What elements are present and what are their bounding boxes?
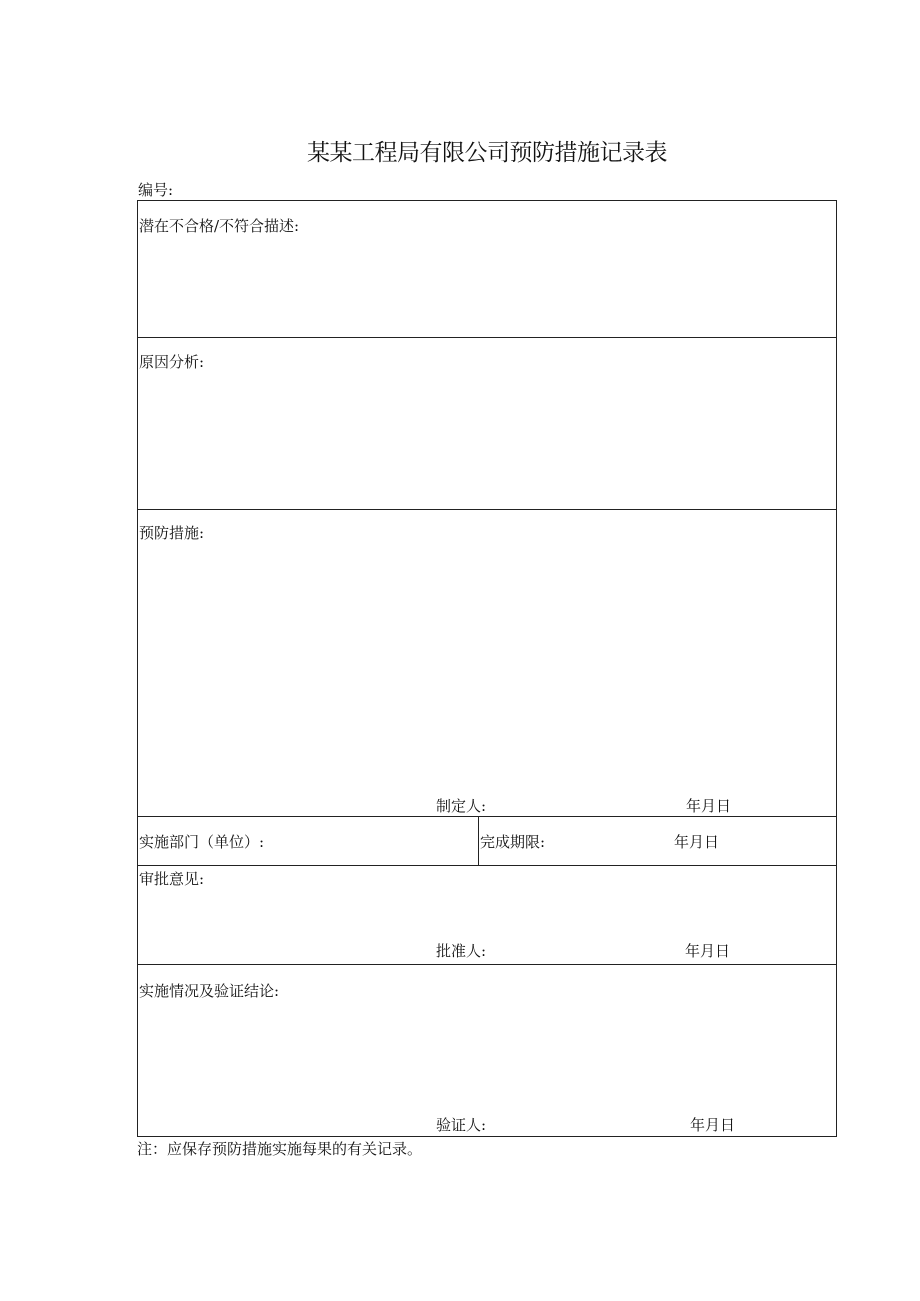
preparer-date-label: 年月日	[686, 797, 732, 815]
row-divider	[138, 509, 836, 510]
page-title: 某某工程局有限公司预防措施记录表	[307, 140, 667, 166]
potential-nonconformity-label: 潜在不合格/不符合描述:	[139, 217, 300, 235]
completion-deadline-date-label: 年月日	[674, 833, 720, 851]
column-divider	[478, 816, 479, 865]
footnote: 注：应保存预防措施实施每果的有关记录。	[137, 1140, 423, 1158]
verifier-label: 验证人:	[436, 1116, 487, 1134]
implementing-department-label: 实施部门（单位）:	[139, 833, 265, 851]
row-divider	[138, 816, 836, 817]
row-divider	[138, 337, 836, 338]
cause-analysis-label: 原因分析:	[139, 353, 205, 371]
approver-label: 批准人:	[436, 942, 487, 960]
serial-number-label: 编号:	[138, 181, 174, 199]
preventive-measures-label: 预防措施:	[139, 524, 205, 542]
preparer-label: 制定人:	[436, 797, 487, 815]
approval-opinion-label: 审批意见:	[139, 870, 205, 888]
verification-conclusion-label: 实施情况及验证结论:	[139, 982, 280, 1000]
preventive-action-form	[137, 200, 837, 1137]
approver-date-label: 年月日	[685, 942, 731, 960]
row-divider	[138, 865, 836, 866]
row-divider	[138, 964, 836, 965]
verifier-date-label: 年月日	[690, 1116, 736, 1134]
completion-deadline-label: 完成期限:	[480, 833, 546, 851]
